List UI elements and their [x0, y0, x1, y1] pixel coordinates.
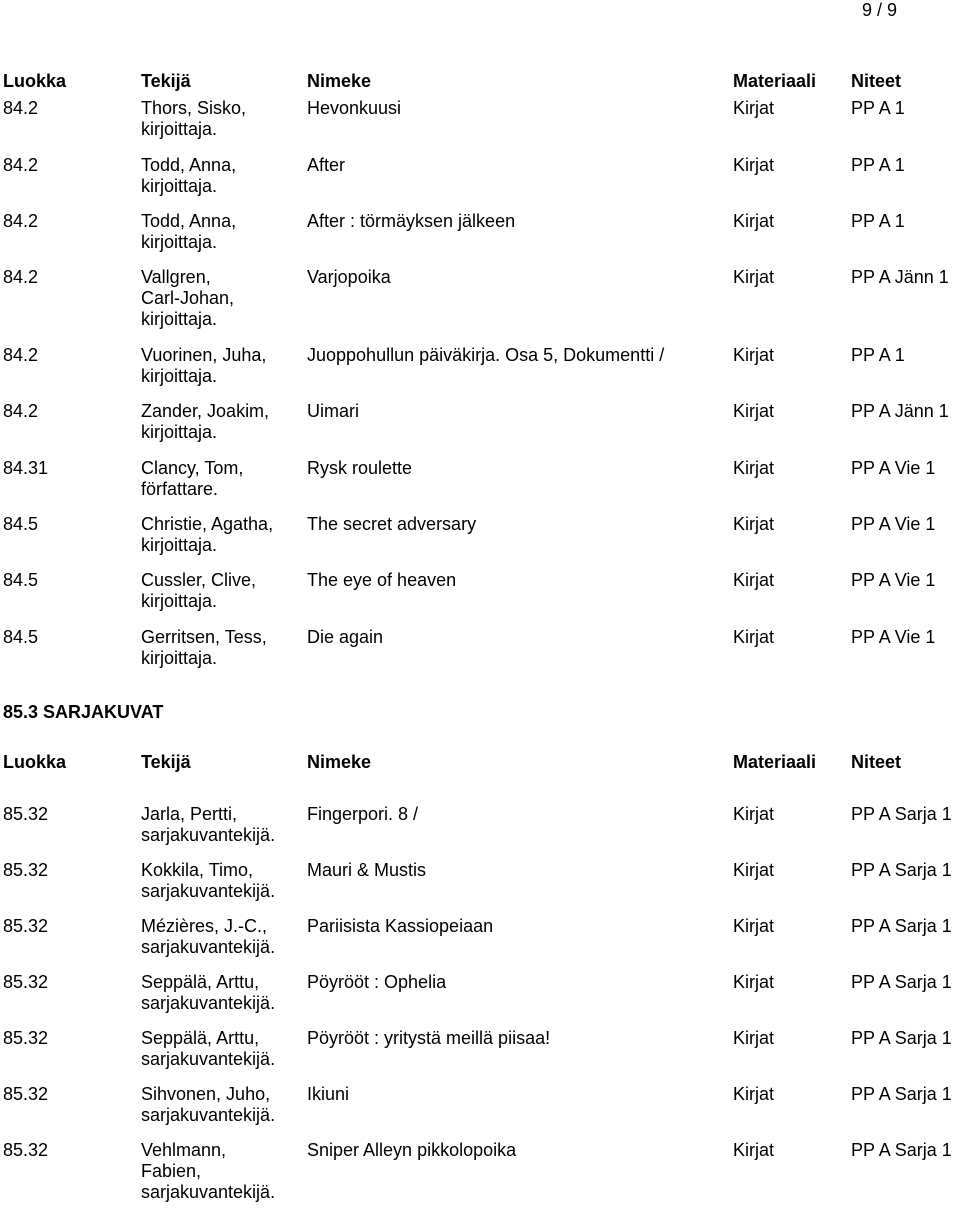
cell-class: 84.5: [3, 627, 39, 647]
author-line: Seppälä, Arttu,: [141, 1028, 260, 1048]
author-line: Fabien,: [141, 1161, 202, 1181]
cell-material: Kirjat: [733, 514, 775, 534]
cell-class: 84.2: [3, 345, 39, 365]
cell-class: 85.32: [3, 916, 49, 936]
author-line: Todd, Anna,: [141, 211, 237, 231]
author-line: sarjakuvantekijä.: [141, 937, 276, 957]
cell-title: Fingerpori. 8 /: [307, 804, 419, 824]
author-line: Gerritsen, Tess,: [141, 627, 267, 647]
cell-shelf: PP A Sarja 1: [851, 804, 952, 824]
cell-material: Kirjat: [733, 98, 775, 118]
cell-material: Kirjat: [733, 916, 775, 936]
cell-class: 84.2: [3, 155, 39, 175]
cell-title: After : törmäyksen jälkeen: [307, 211, 516, 231]
cell-title: Pöyrööt : yritystä meillä piisaa!: [307, 1028, 551, 1048]
cell-title: Sniper Alleyn pikkolopoika: [307, 1140, 517, 1160]
cell-author: [141, 627, 267, 669]
cell-shelf: PP A 1: [851, 98, 905, 118]
cell-author: [141, 570, 256, 612]
cell-author: [141, 155, 236, 197]
author-line: kirjoittaja.: [141, 422, 218, 442]
cell-shelf: PP A Sarja 1: [851, 916, 952, 936]
author-line: sarjakuvantekijä.: [141, 825, 276, 845]
cell-shelf: PP A 1: [851, 345, 905, 365]
cell-shelf: PP A Vie 1: [851, 570, 936, 590]
author-line: kirjoittaja.: [141, 176, 218, 196]
header-shelf: Niteet: [851, 752, 902, 772]
cell-title: The secret adversary: [307, 514, 477, 534]
cell-class: 84.2: [3, 98, 39, 118]
cell-material: Kirjat: [733, 267, 775, 287]
cell-class: 85.32: [3, 1084, 49, 1104]
cell-shelf: PP A Sarja 1: [851, 860, 952, 880]
cell-material: Kirjat: [733, 211, 775, 231]
cell-material: Kirjat: [733, 155, 775, 175]
cell-material: Kirjat: [733, 401, 775, 421]
author-line: Todd, Anna,: [141, 155, 237, 175]
cell-material: Kirjat: [733, 570, 775, 590]
cell-author: [141, 1084, 275, 1126]
header-title: Nimeke: [307, 752, 372, 772]
cell-title: Ikiuni: [307, 1084, 350, 1104]
cell-shelf: PP A 1: [851, 155, 905, 175]
cell-class: 85.32: [3, 804, 49, 824]
author-line: kirjoittaja.: [141, 232, 218, 252]
cell-shelf: PP A Vie 1: [851, 514, 936, 534]
cell-shelf: PP A Jänn 1: [851, 267, 949, 287]
cell-material: Kirjat: [733, 804, 775, 824]
cell-material: Kirjat: [733, 1028, 775, 1048]
author-line: Sihvonen, Juho,: [141, 1084, 271, 1104]
author-line: Mézières, J.-C.,: [141, 916, 268, 936]
cell-material: Kirjat: [733, 458, 775, 478]
header-title: Nimeke: [307, 71, 372, 91]
cell-author: [141, 804, 275, 846]
cell-title: Mauri & Mustis: [307, 860, 427, 880]
header-class: Luokka: [3, 752, 67, 772]
header-author: Tekijä: [141, 752, 191, 772]
cell-class: 85.32: [3, 1028, 49, 1048]
author-line: kirjoittaja.: [141, 366, 218, 386]
author-line: Vuorinen, Juha,: [141, 345, 267, 365]
cell-shelf: PP A Vie 1: [851, 627, 936, 647]
author-line: författare.: [141, 479, 219, 499]
cell-author: [141, 916, 275, 958]
cell-author: [141, 98, 246, 140]
cell-class: 84.2: [3, 267, 39, 287]
cell-author: [141, 345, 266, 387]
cell-author: [141, 514, 273, 556]
header-material: Materiaali: [733, 71, 817, 91]
table-header: [0, 752, 960, 774]
author-line: kirjoittaja.: [141, 119, 218, 139]
cell-title: Pöyrööt : Ophelia: [307, 972, 447, 992]
author-line: kirjoittaja.: [141, 535, 218, 555]
cell-class: 84.2: [3, 401, 39, 421]
cell-class: 85.32: [3, 972, 49, 992]
cell-title: Varjopoika: [307, 267, 391, 287]
author-line: Seppälä, Arttu,: [141, 972, 260, 992]
cell-title: After: [307, 155, 346, 175]
cell-shelf: PP A Jänn 1: [851, 401, 949, 421]
cell-title: Pariisista Kassiopeiaan: [307, 916, 494, 936]
cell-class: 84.5: [3, 514, 39, 534]
author-line: sarjakuvantekijä.: [141, 1049, 276, 1069]
author-line: Jarla, Pertti,: [141, 804, 238, 824]
cell-author: [141, 401, 269, 443]
cell-material: Kirjat: [733, 345, 775, 365]
cell-material: Kirjat: [733, 972, 775, 992]
cell-shelf: PP A Sarja 1: [851, 1140, 952, 1160]
cell-title: Rysk roulette: [307, 458, 413, 478]
header-author: Tekijä: [141, 71, 191, 91]
cell-title: The eye of heaven: [307, 570, 457, 590]
header-shelf: Niteet: [851, 71, 902, 91]
author-line: Thors, Sisko,: [141, 98, 247, 118]
cell-class: 84.2: [3, 211, 39, 231]
author-line: Carl-Johan,: [141, 288, 235, 308]
author-line: kirjoittaja.: [141, 648, 218, 668]
author-line: Clancy, Tom,: [141, 458, 244, 478]
cell-shelf: PP A Sarja 1: [851, 1028, 952, 1048]
cell-shelf: PP A 1: [851, 211, 905, 231]
cell-author: [141, 211, 236, 253]
author-line: Zander, Joakim,: [141, 401, 270, 421]
cell-class: 84.5: [3, 570, 39, 590]
cell-class: 85.32: [3, 860, 49, 880]
header-class: Luokka: [3, 71, 67, 91]
header-material: Materiaali: [733, 752, 817, 772]
cell-title: Die again: [307, 627, 384, 647]
cell-author: [141, 972, 275, 1014]
author-line: sarjakuvantekijä.: [141, 993, 276, 1013]
author-line: kirjoittaja.: [141, 309, 218, 329]
cell-author: [141, 1028, 275, 1070]
author-line: kirjoittaja.: [141, 591, 218, 611]
cell-material: Kirjat: [733, 860, 775, 880]
cell-author: [141, 860, 275, 902]
author-line: Kokkila, Timo,: [141, 860, 254, 880]
cell-material: Kirjat: [733, 1084, 775, 1104]
cell-class: 84.31: [3, 458, 49, 478]
author-line: sarjakuvantekijä.: [141, 1182, 276, 1202]
author-line: Christie, Agatha,: [141, 514, 274, 534]
cell-title: Juoppohullun päiväkirja. Osa 5, Dokumentti /: [307, 345, 665, 365]
page-number: 9 / 9: [862, 0, 898, 20]
author-line: Vehlmann,: [141, 1140, 227, 1160]
cell-title: Hevonkuusi: [307, 98, 402, 118]
cell-author: [141, 1140, 275, 1203]
cell-author: [141, 458, 243, 500]
cell-material: Kirjat: [733, 627, 775, 647]
cell-class: 85.32: [3, 1140, 49, 1160]
cell-author: [141, 267, 234, 330]
author-line: Vallgren,: [141, 267, 211, 287]
cell-material: Kirjat: [733, 1140, 775, 1160]
author-line: Cussler, Clive,: [141, 570, 257, 590]
cell-shelf: PP A Sarja 1: [851, 1084, 952, 1104]
cell-title: Uimari: [307, 401, 359, 421]
author-line: sarjakuvantekijä.: [141, 1105, 276, 1125]
cell-shelf: PP A Vie 1: [851, 458, 936, 478]
section-heading: 85.3 SARJAKUVAT: [3, 702, 164, 722]
author-line: sarjakuvantekijä.: [141, 881, 276, 901]
cell-shelf: PP A Sarja 1: [851, 972, 952, 992]
table-header: [0, 71, 960, 93]
